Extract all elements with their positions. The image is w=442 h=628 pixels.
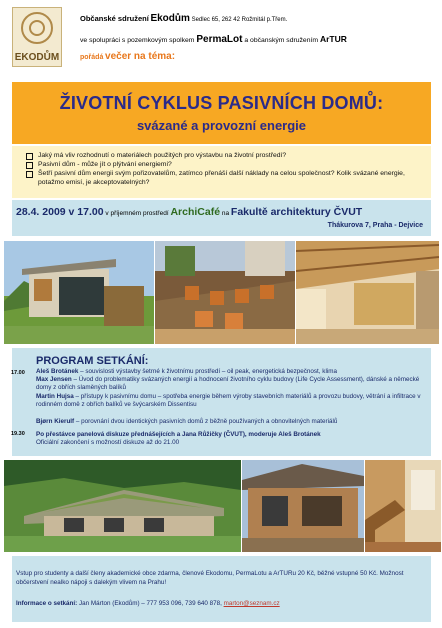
program-item: [36, 368, 428, 376]
venue-mid: na: [221, 210, 230, 217]
speaker-name: Max Jensen: [36, 376, 72, 383]
venue-address: Thákurova 7, Praha - Dejvice: [327, 222, 423, 229]
header-presents: pořádá: [80, 54, 104, 61]
program-item: [36, 439, 428, 447]
question-text: Pasivní dům - může jít o plýtvání energiemi?: [38, 161, 172, 168]
question-item: [38, 152, 408, 161]
header-partner-prefix: ve spolupráci s pozemkovým spolkem: [80, 37, 195, 44]
photo-interior-staircase: [365, 460, 441, 552]
photo-straw-bale-construction: [155, 241, 295, 344]
talk-description: – souvislosti výstavby šetrné k životnímu prostředí – oil peak, energetická bezpečnost, klima: [78, 368, 338, 375]
talk-description: – porovnání dvou identických pasivních domů z běžně používaných a obnovitelných materiálů: [74, 418, 338, 425]
logo-text: EKODŮM: [14, 52, 60, 63]
talk-description: – Úvod do problematiky svázaných energií a hodnocení životního cyklu budovy (Life Cycle Assessment), dánské a německé domy z obřích slaměných balíků: [36, 376, 420, 391]
venue-faculty: Fakultě architektury ČVUT: [230, 206, 363, 218]
photo-passive-house-exterior: [4, 241, 154, 344]
header-partner-artur: ArTUR: [319, 34, 347, 44]
date-line: [16, 206, 362, 218]
header-org-address: Sedlec 65, 262 42 Rožmitál p.Třem.: [191, 17, 288, 23]
header-line-1: [80, 15, 287, 24]
snail-spiral-icon: [21, 12, 53, 44]
header-org-prefix: Občanské sdružení: [80, 14, 149, 23]
question-item: [38, 170, 408, 187]
question-text: Jaký má vliv rozhodnutí o materiálech použitých pro výstavbu na životní prostředí?: [38, 152, 287, 159]
venue-prefix: v příjemném prostředí: [105, 210, 169, 217]
program-item: [36, 376, 428, 392]
checkbox-bullet-icon: [26, 171, 33, 178]
venue-name: ArchiCafé: [170, 206, 221, 218]
header-evening-theme: večer na téma:: [105, 51, 176, 62]
header-partner-permalot: PermaLot: [196, 34, 243, 45]
date-venue-band: [12, 200, 431, 236]
ekodum-logo: [12, 7, 62, 67]
program-time-start: 17.00: [11, 370, 25, 376]
photo-wooden-house: [242, 460, 364, 552]
contact-email-link[interactable]: marton@seznam.cz: [223, 600, 280, 607]
program-item: [36, 393, 428, 409]
talk-description: – přístupy k pasivnímu domu – spotřeba energie během výroby stavebních materiálů a provozu budovy, větrání a infiltrace v rodinném domě z obřích balíků ve švýcarském Dissentisu: [36, 393, 421, 408]
contact-label: Informace o setkání:: [16, 600, 78, 607]
header-org-name: Ekodům: [150, 13, 190, 24]
checkbox-bullet-icon: [26, 153, 33, 160]
info-band: [12, 556, 431, 622]
program-title: PROGRAM SETKÁNÍ:: [36, 355, 149, 367]
panel-discussion: Po přestávce panelová diskuze přednášejících a Jana Růžičky (ČVUT), moderuje Aleš Brotánek: [36, 431, 321, 438]
closing-note: Oficiální zakončení s možností diskuze až do 21.00: [36, 439, 180, 446]
header-line-3: [80, 53, 175, 62]
event-title: ŽIVOTNÍ CYKLUS PASIVNÍCH DOMŮ:: [59, 93, 384, 113]
event-subtitle: svázané a provozní energie: [136, 118, 307, 133]
speaker-name: Aleš Brotánek: [36, 368, 79, 375]
questions-band: [12, 146, 431, 198]
title-band: [12, 82, 431, 144]
checkbox-bullet-icon: [26, 162, 33, 169]
header-line-2: [80, 35, 347, 45]
question-item: [38, 161, 408, 170]
contact-line: [16, 600, 421, 607]
speaker-name: Bjørn Kierulf: [36, 418, 75, 425]
program-band: [12, 348, 431, 456]
admission-info: Vstup pro studenty a další členy akademické obce zdarma, členové Ekodomu, PermaLotu a ArTURu 20 Kč, běžné vstupné 50 Kč. Možnost občerstvení nealko nápoji s dalekým vlivem na Prahu!: [16, 570, 404, 586]
photo-green-roof-house: [4, 460, 241, 552]
header-partner-mid: a občanským sdružením: [244, 37, 319, 44]
event-date: 28.4. 2009 v 17.00: [16, 206, 104, 218]
photo-interior-straw-wall: [296, 241, 439, 344]
question-text: Šetří pasivní dům energii svým pořizovatelům, zatímco přenáší další náklady na celou společnost? Kolik svázané energie, potažmo emisí, je akceptovatelných?: [38, 170, 405, 186]
contact-details: Jan Márton (Ekodům) – 777 953 096, 739 640 878,: [79, 600, 222, 607]
program-item: [36, 431, 428, 439]
program-time-discussion: 19.30: [11, 431, 25, 437]
speaker-name: Martin Hujsa: [36, 393, 74, 400]
program-item: [36, 418, 428, 426]
